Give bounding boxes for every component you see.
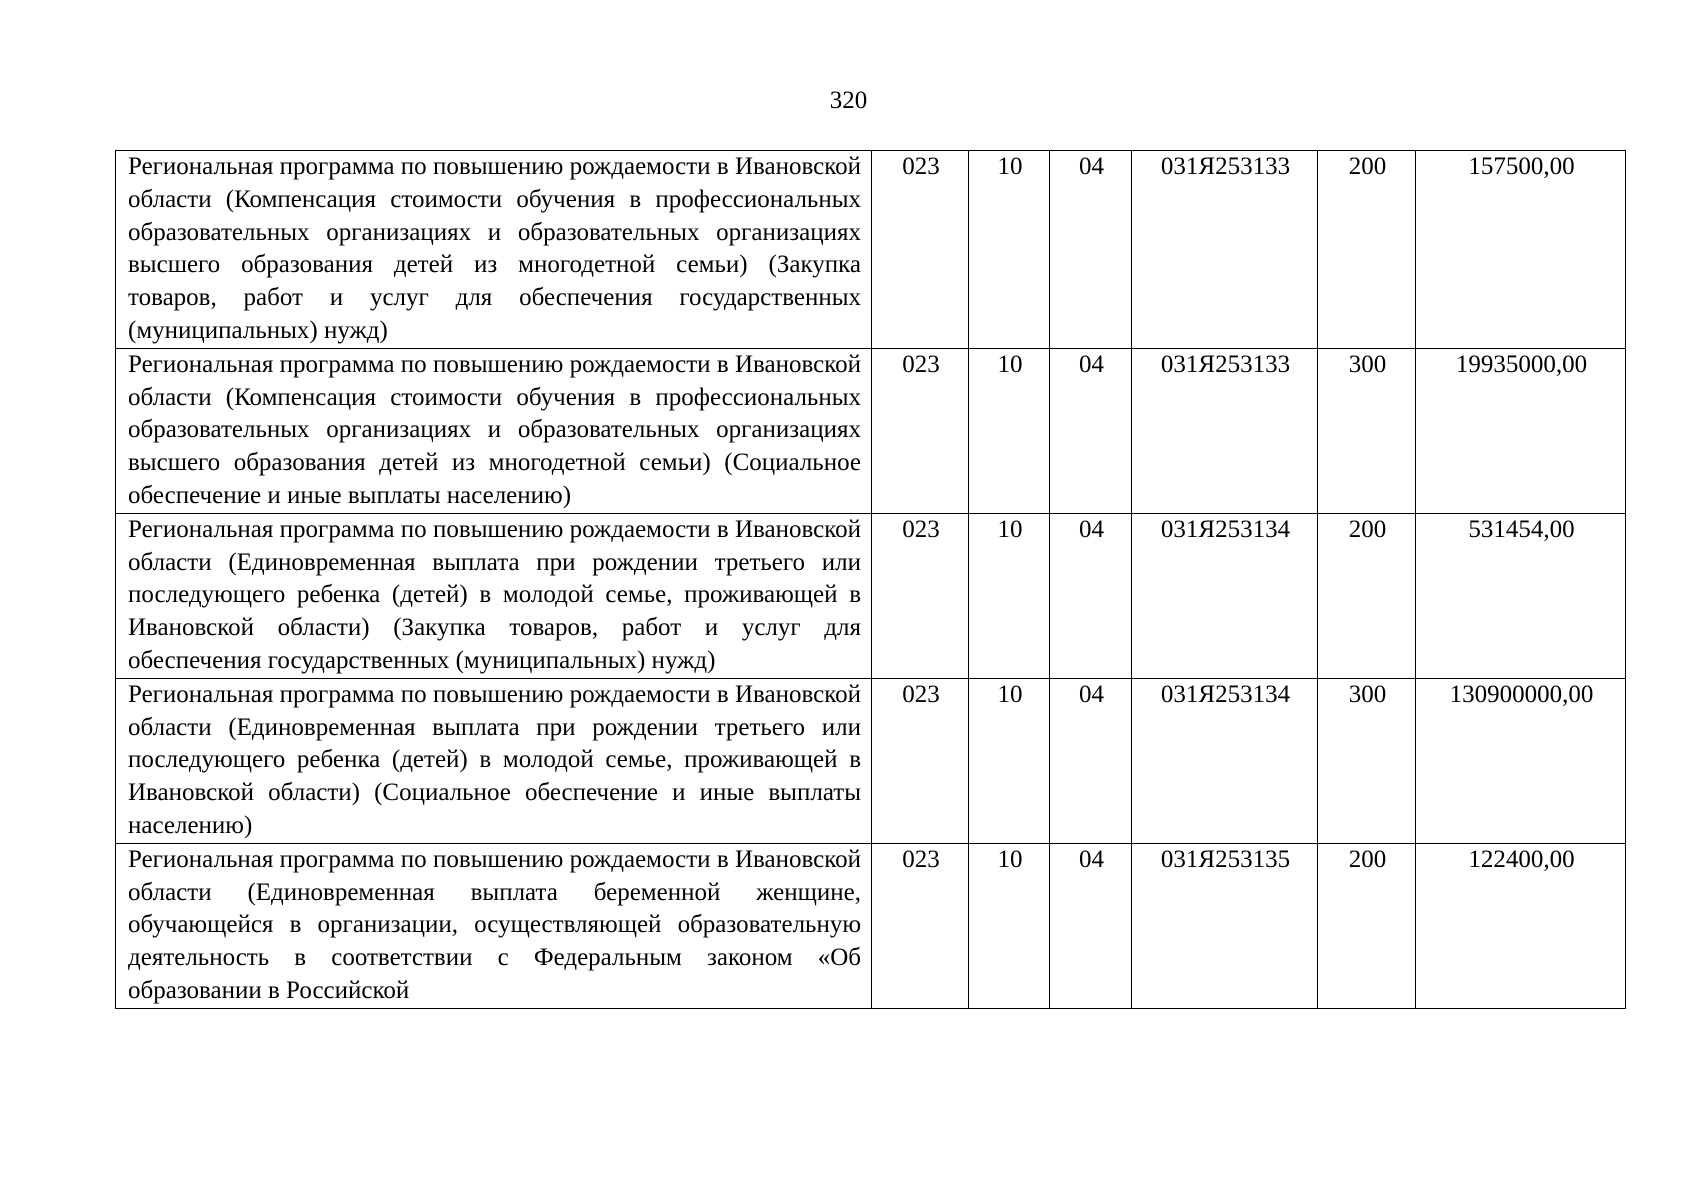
row-expense-type: 200 xyxy=(1318,151,1416,349)
row-grbs-code: 023 xyxy=(872,513,969,678)
row-section-code: 10 xyxy=(969,151,1050,349)
table-row xyxy=(116,348,1626,513)
row-expense-type: 200 xyxy=(1318,843,1416,1008)
row-subsection-code: 04 xyxy=(1050,151,1132,349)
row-description: Региональная программа по повышению рождаемости в Ивановской области (Единовременная выплата беременной женщине, обучающейся в организации, осуществляющей образовательную деятельность в соответствии с Федеральным законом «Об образовании в Российской xyxy=(116,843,872,1008)
row-section-code: 10 xyxy=(969,513,1050,678)
row-section-code: 10 xyxy=(969,843,1050,1008)
row-grbs-code: 023 xyxy=(872,678,969,843)
row-description: Региональная программа по повышению рождаемости в Ивановской области (Компенсация стоимости обучения в профессиональных образовательных организациях и образовательных организациях высшего образования детей из многодетной семьи) (Закупка товаров, работ и услуг для обеспечения государственных (муниципальных) нужд) xyxy=(116,151,872,349)
row-subsection-code: 04 xyxy=(1050,513,1132,678)
row-subsection-code: 04 xyxy=(1050,678,1132,843)
table-row xyxy=(116,843,1626,1008)
row-description: Региональная программа по повышению рождаемости в Ивановской области (Единовременная выплата при рождении третьего или последующего ребенка (детей) в молодой семье, проживающей в Ивановской области) (Социальное обеспечение и иные выплаты населению) xyxy=(116,678,872,843)
row-target-code: 031Я253133 xyxy=(1132,151,1318,349)
row-target-code: 031Я253134 xyxy=(1132,513,1318,678)
table-row xyxy=(116,678,1626,843)
row-amount: 122400,00 xyxy=(1416,843,1626,1008)
table-row xyxy=(116,151,1626,349)
row-description: Региональная программа по повышению рождаемости в Ивановской области (Компенсация стоимости обучения в профессиональных образовательных организациях и образовательных организациях высшего образования детей из многодетной семьи) (Социальное обеспечение и иные выплаты населению) xyxy=(116,348,872,513)
row-amount: 19935000,00 xyxy=(1416,348,1626,513)
row-expense-type: 300 xyxy=(1318,348,1416,513)
row-section-code: 10 xyxy=(969,678,1050,843)
row-subsection-code: 04 xyxy=(1050,843,1132,1008)
row-grbs-code: 023 xyxy=(872,348,969,513)
row-subsection-code: 04 xyxy=(1050,348,1132,513)
row-amount: 531454,00 xyxy=(1416,513,1626,678)
row-description: Региональная программа по повышению рождаемости в Ивановской области (Единовременная выплата при рождении третьего или последующего ребенка (детей) в молодой семье, проживающей в Ивановской области) (Закупка товаров, работ и услуг для обеспечения государственных (муниципальных) нужд) xyxy=(116,513,872,678)
row-target-code: 031Я253133 xyxy=(1132,348,1318,513)
budget-table xyxy=(115,150,1626,1009)
row-expense-type: 200 xyxy=(1318,513,1416,678)
row-section-code: 10 xyxy=(969,348,1050,513)
row-target-code: 031Я253135 xyxy=(1132,843,1318,1008)
row-grbs-code: 023 xyxy=(872,843,969,1008)
row-expense-type: 300 xyxy=(1318,678,1416,843)
row-grbs-code: 023 xyxy=(872,151,969,349)
page-number: 320 xyxy=(829,87,868,114)
row-amount: 130900000,00 xyxy=(1416,678,1626,843)
table-row xyxy=(116,513,1626,678)
row-amount: 157500,00 xyxy=(1416,151,1626,349)
row-target-code: 031Я253134 xyxy=(1132,678,1318,843)
